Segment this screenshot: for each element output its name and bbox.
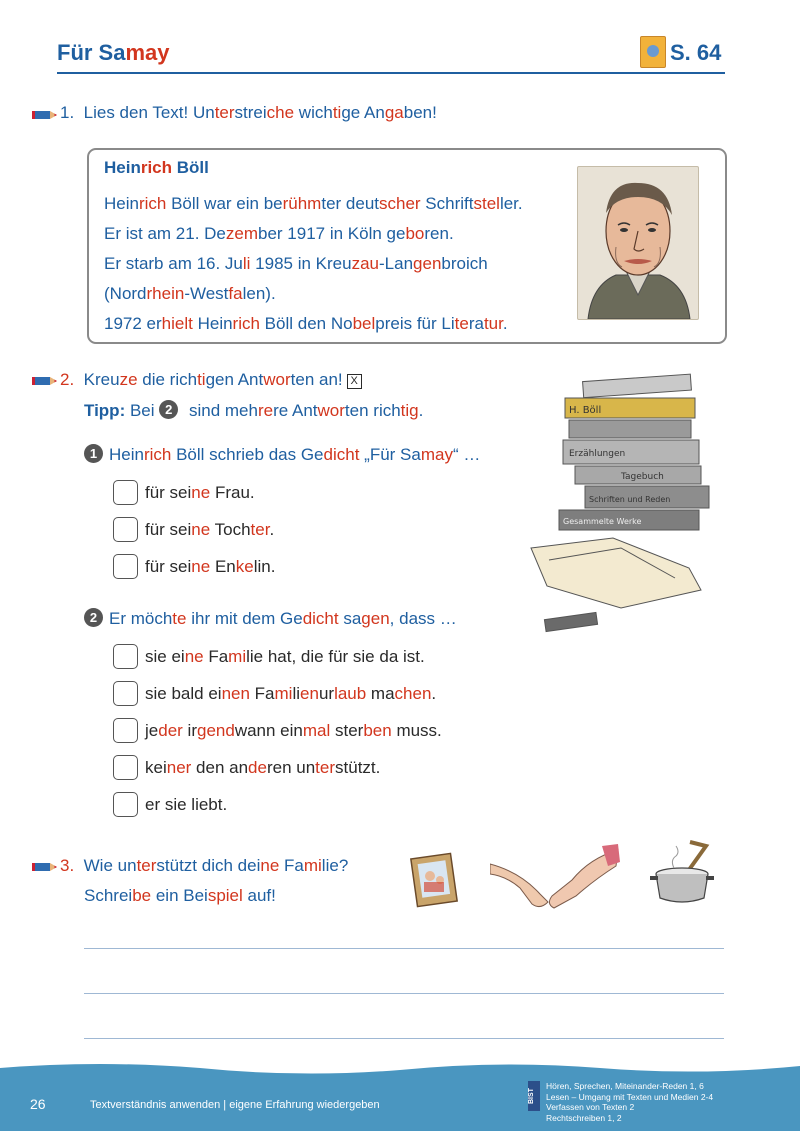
- writing-line[interactable]: [84, 948, 724, 949]
- book-spine-label: H. Böll: [569, 405, 602, 416]
- answer-option: sie eine Familie hat, die für sie da ist.: [145, 647, 425, 666]
- task-2-instruction: 2. Kreuze die richtigen Antworten an! X: [60, 365, 362, 395]
- task-3-instruction: 3. Wie unterstützt dich deine Familie?: [60, 856, 349, 875]
- standards-list: [546, 1081, 713, 1123]
- question-1: 1 Heinrich Böll schrieb das Gedicht „Für Samay“ …: [84, 440, 480, 470]
- standard-item: Lesen – Umgang mit Texten und Medien 2-4: [546, 1091, 714, 1102]
- book-spine-label: Erzählungen: [569, 449, 626, 459]
- answer-checkbox[interactable]: [113, 517, 138, 542]
- pencil-icon: [32, 108, 58, 122]
- number-circle-icon: 2: [159, 400, 178, 419]
- question-2: 2 Er möchte ihr mit dem Gedicht sagen, dass …: [84, 604, 457, 634]
- answer-checkbox[interactable]: [113, 644, 138, 669]
- task-3-instruction-line2: Schreibe ein Beispiel auf!: [84, 886, 276, 905]
- book-spine-label: Schriften und Reden: [589, 495, 671, 504]
- answer-option: keiner den anderen unterstützt.: [145, 758, 381, 777]
- book-icon: [640, 36, 666, 68]
- text-line: (Nordrhein-Westfalen).: [104, 284, 276, 303]
- task-2-tip: Tipp: Bei 2 sind mehrere Antworten richtig.: [84, 401, 424, 420]
- portrait-illustration: [577, 166, 699, 320]
- answer-option: für seine Frau.: [145, 483, 255, 502]
- page-number: 26: [30, 1096, 46, 1112]
- answer-checkbox[interactable]: [113, 718, 138, 743]
- standard-item: Verfassen von Texten 2: [546, 1102, 635, 1112]
- pencil-icon: [32, 374, 58, 388]
- book-spine-label: Gesammelte Werke: [563, 517, 642, 526]
- text-line: 1972 erhielt Heinrich Böll den Nobelpreis für Literatur.: [104, 314, 508, 333]
- text-line: Heinrich Böll war ein berühmter deutscher Schriftsteller.: [104, 194, 523, 213]
- answer-option: für seine Enkelin.: [145, 557, 276, 576]
- footer-topic: Textverständnis anwenden | eigene Erfahrung wiedergeben: [90, 1099, 380, 1111]
- answer-checkbox[interactable]: [113, 681, 138, 706]
- answer-option: sie bald einen Familienurlaub machen.: [145, 684, 437, 703]
- book-spine-label: Tagebuch: [621, 472, 664, 482]
- header-rule: [57, 72, 725, 74]
- answer-checkbox[interactable]: [113, 554, 138, 579]
- text-line: Er starb am 16. Juli 1985 in Kreuzau-Langenbroich: [104, 254, 488, 273]
- standard-item: Hören, Sprechen, Miteinander-Reden 1, 6: [546, 1081, 704, 1091]
- cooking-pot-icon: [650, 840, 716, 906]
- number-circle-icon: 1: [84, 444, 103, 463]
- bist-badge: BIST: [528, 1081, 540, 1111]
- answer-checkbox[interactable]: [113, 480, 138, 505]
- answer-option: jeder irgendwann einmal sterben muss.: [145, 721, 442, 740]
- writing-line[interactable]: [84, 993, 724, 994]
- photo-frame-icon: [408, 852, 464, 912]
- text-title: Heinrich Böll: [104, 158, 209, 177]
- answer-checkbox[interactable]: [113, 755, 138, 780]
- standard-item: Rechtschreiben 1, 2: [546, 1112, 622, 1123]
- number-circle-icon: 2: [84, 608, 103, 627]
- page-title: Für Samay: [57, 40, 170, 65]
- task-1-instruction: 1. Lies den Text! Unterstreiche wichtige Angaben!: [60, 103, 437, 122]
- answer-option: für seine Tochter.: [145, 520, 275, 539]
- books-illustration: [525, 372, 725, 640]
- writing-line[interactable]: [84, 1038, 724, 1039]
- page-reference: S. 64: [670, 40, 722, 65]
- text-line: Er ist am 21. Dezember 1917 in Köln geboren.: [104, 224, 454, 243]
- answer-option: er sie liebt.: [145, 795, 228, 814]
- x-box-icon: X: [347, 374, 362, 389]
- pencil-icon: [32, 860, 58, 874]
- answer-checkbox[interactable]: [113, 792, 138, 817]
- holding-hands-icon: [490, 844, 620, 918]
